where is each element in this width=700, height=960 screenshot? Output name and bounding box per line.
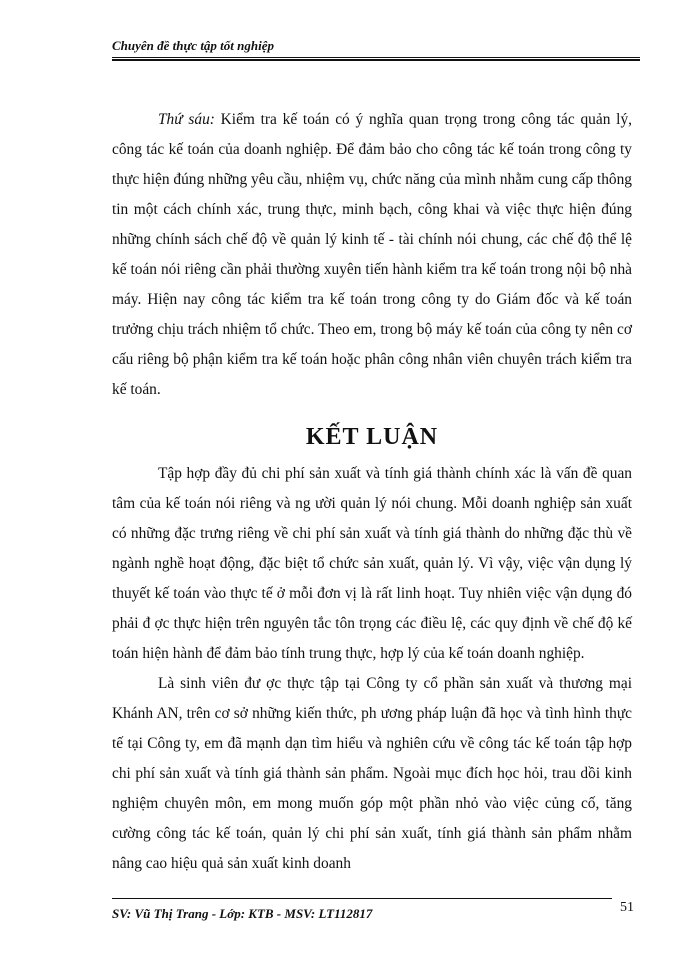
document-body (112, 105, 632, 879)
page-number: 51 (620, 900, 634, 915)
paragraph-conclusion-2: Là sinh viên đư ợc thực tập tại Công ty cổ phần sản xuất và thương mại Khánh AN, trên cơ sở những kiến thức, ph ương pháp luận đã học và tình hình thực tế tại Công ty, em đã mạnh dạn tìm hiểu và nghiên cứu về công tác kế toán tập hợp chi phí sản xuất và tính giá thành sản phẩm. Ngoài mục đích học hỏi, trau dồi kinh nghiệm chuyên môn, em mong muốn góp một phần nhỏ vào việc củng cố, tăng cường công tác kế toán, quản lý chi phí sản xuất, tính giá thành sản phẩm nhằm nâng cao hiệu quả sản xuất kinh doanh (112, 675, 632, 872)
paragraph-text: Kiểm tra kế toán có ý nghĩa quan trọng trong công tác quản lý, công tác kế toán của doanh nghiệp. Để đảm bảo cho công tác kế toán trong công ty thực hiện đúng những yêu cầu, nhiệm vụ, chức năng của mình nhằm cung cấp thông tin một cách chính xác, trung thực, minh bạch, công khai và việc thực hiện đúng những chính sách chế độ về quản lý kinh tế - tài chính nói chung, các chế độ thể lệ kế toán nói riêng cần phải thường xuyên tiến hành kiểm tra kế toán trong nội bộ nhà máy. Hiện nay công tác kiểm tra kế toán trong công ty do Giám đốc và kế toán trưởng chịu trách nhiệm tổ chức. Theo em, trong bộ máy kế toán của công ty nên cơ cấu riêng bộ phận kiểm tra kế toán hoặc phân công nhân viên chuyên trách kiểm tra kế toán. (112, 111, 632, 398)
page-header-title: Chuyên đề thực tập tốt nghiệp (112, 38, 274, 53)
paragraph-thu-sau (112, 105, 632, 405)
section-heading: KẾT LUẬN (305, 424, 439, 450)
footer-author: SV: Vũ Thị Trang - Lớp: KTB - MSV: LT112817 (112, 906, 373, 921)
header-divider (112, 57, 640, 61)
footer-divider (112, 898, 612, 899)
paragraph-lead: Thứ sáu: (158, 111, 215, 128)
paragraph-conclusion-1: Tập hợp đầy đủ chi phí sản xuất và tính giá thành chính xác là vấn đề quan tâm của kế toán nói riêng và ng ười quản lý nói chung. Mỗi doanh nghiệp sản xuất có những đặc trưng riêng về chi phí sản xuất và tính giá thành do những đặc thù về ngành nghề hoạt động, đặc biệt tổ chức sản xuất, quản lý. Vì vậy, việc vận dụng lý thuyết kế toán vào thực tế ở mỗi đơn vị là rất linh hoạt. Tuy nhiên việc vận dụng đó phải đ ợc thực hiện trên nguyên tắc tôn trọng các điều lệ, các quy định về chế độ kế toán hiện hành để đảm bảo tính trung thực, hợp lý của kế toán doanh nghiệp. (112, 465, 632, 662)
